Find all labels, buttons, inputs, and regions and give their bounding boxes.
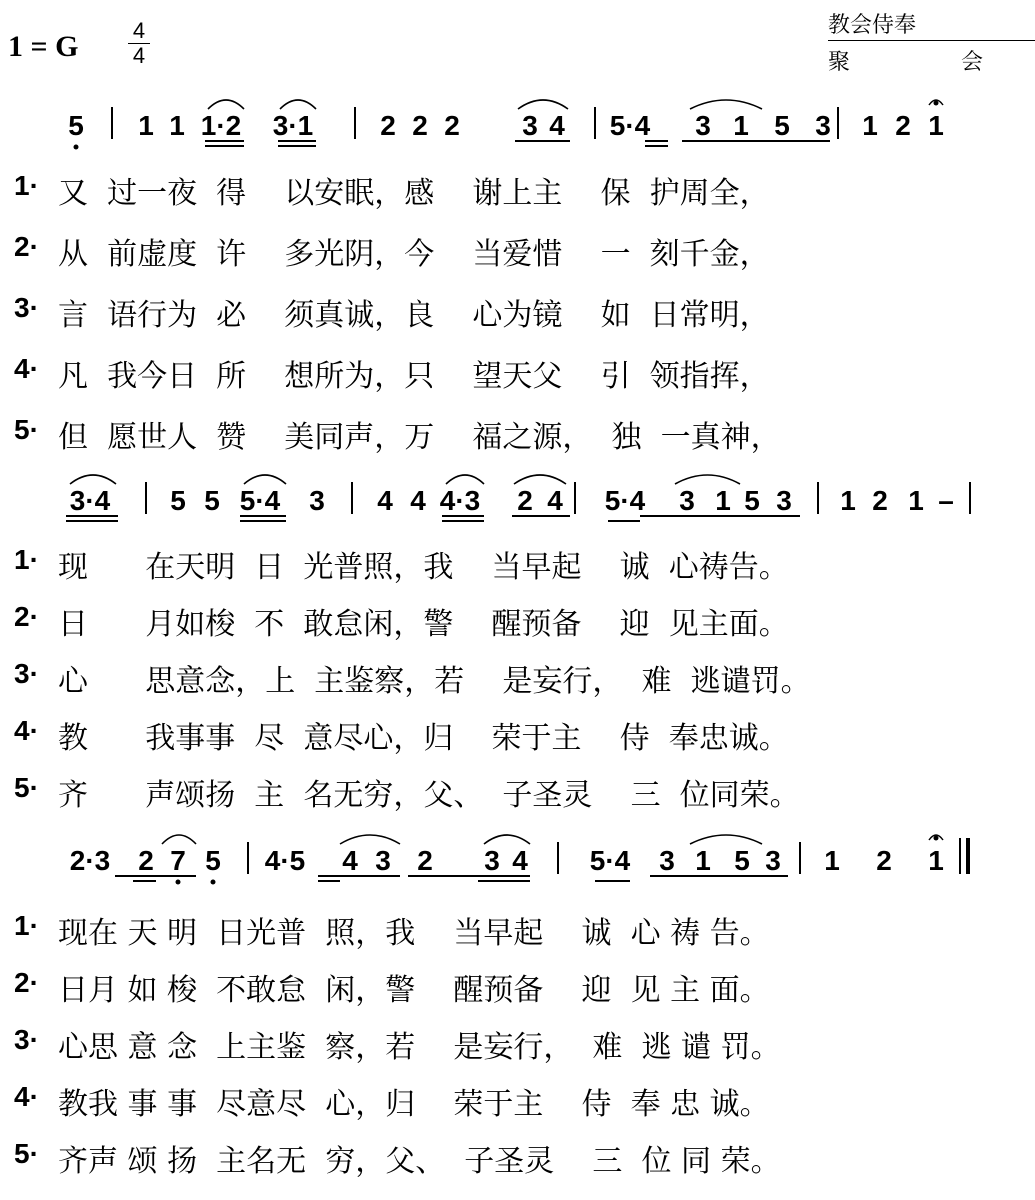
verse-lyric: 心思 意 念 上主鉴 察，若 是妄行， 难 逃 谴 罚。 [58, 1030, 781, 1065]
note: 7 [170, 845, 186, 876]
note: 1 [928, 110, 944, 141]
verse-lyric: 教 我事事 尽 意尽心，归 荣于主 侍 奉忠诚。 [58, 721, 789, 756]
verse-number: 3· [14, 658, 39, 689]
note: 3 [679, 485, 695, 516]
verse-number: 3· [14, 1024, 39, 1055]
note: 1 [169, 110, 185, 141]
note: 2 [138, 845, 154, 876]
verse-number: 1· [14, 910, 39, 941]
note: 2 [412, 110, 428, 141]
note: 3 [765, 845, 781, 876]
verse-lyric: 齐 声颂扬 主 名无穷，父、 子圣灵 三 位同荣。 [58, 778, 800, 813]
note: 3 [659, 845, 675, 876]
slur [446, 475, 484, 484]
verse-number: 1· [14, 170, 39, 201]
note: 3 [815, 110, 831, 141]
note: 2 [417, 845, 433, 876]
verse-number: 4· [14, 1081, 39, 1112]
note: 3·4 [69, 485, 111, 516]
note: 3 [484, 845, 500, 876]
slur [675, 475, 740, 484]
note: – [938, 485, 954, 516]
octave-dot [176, 880, 181, 885]
verse-number: 5· [14, 414, 39, 445]
slur [70, 475, 116, 484]
slur [690, 835, 762, 844]
slur [280, 100, 316, 109]
verse-number: 4· [14, 715, 39, 746]
note: 5·4 [589, 845, 631, 876]
verse-number: 5· [14, 1138, 39, 1169]
note: 5 [734, 845, 750, 876]
note: 2 [380, 110, 396, 141]
slur [208, 100, 244, 109]
verse-lyric: 凡 我今日 所 想所为，只 望天父 引 领指挥， [58, 359, 770, 394]
note: 1 [840, 485, 856, 516]
staff-line-1 [68, 100, 944, 150]
note: 3·1 [272, 110, 314, 141]
time-bottom: 4 [132, 43, 146, 68]
verse-lyric: 教我 事 事 尽意尽 心，归 荣于主 侍 奉 忠 诚。 [58, 1087, 770, 1122]
slur [244, 475, 286, 484]
verse-lyric: 又 过一夜 得 以安眠，感 谢上主 保 护周全， [58, 176, 770, 211]
note: 1 [824, 845, 840, 876]
note: 4 [410, 485, 426, 516]
note: 5·4 [239, 485, 281, 516]
slur [518, 100, 568, 109]
verse-lyric: 现在 天 明 日光普 照，我 当早起 诚 心 祷 告。 [58, 916, 770, 951]
verse-lyric: 日月 如 梭 不敢怠 闲，警 醒预备 迎 见 主 面。 [58, 973, 770, 1008]
note: 5 [68, 110, 84, 141]
verse-number: 2· [14, 967, 39, 998]
note: 1 [715, 485, 731, 516]
time-top: 4 [132, 18, 146, 43]
note: 2 [895, 110, 911, 141]
slur [690, 100, 762, 109]
verse-number: 1· [14, 544, 39, 575]
note: 4 [549, 110, 565, 141]
note: 2 [517, 485, 533, 516]
note: 1 [733, 110, 749, 141]
note: 5 [205, 845, 221, 876]
octave-dot [934, 101, 939, 106]
octave-dot [934, 836, 939, 841]
verse-lyric: 现 在天明 日 光普照，我 当早起 诚 心祷告。 [58, 550, 789, 585]
verse-number: 2· [14, 601, 39, 632]
verse-number: 5· [14, 772, 39, 803]
slur [340, 835, 400, 844]
category-line-1: 教会侍奉 [828, 8, 1035, 41]
slur [484, 835, 530, 844]
verse-lyric: 言 语行为 必 须真诚，良 心为镜 如 日常明， [58, 298, 770, 333]
note: 4 [512, 845, 528, 876]
verse-number: 4· [14, 353, 39, 384]
note: 2 [444, 110, 460, 141]
note: 5 [170, 485, 186, 516]
verse-number: 3· [14, 292, 39, 323]
note: 4 [342, 845, 358, 876]
slur [162, 835, 196, 844]
verse-lyric: 心 思意念，上 主鉴察，若 是妄行， 难 逃谴罚。 [58, 664, 811, 699]
octave-dot [211, 880, 216, 885]
verse-number: 2· [14, 231, 39, 262]
note: 4 [377, 485, 393, 516]
note: 3 [309, 485, 325, 516]
verse-lyric: 从 前虚度 许 多光阴，今 当爱惜 一 刻千金， [58, 237, 770, 272]
note: 1 [908, 485, 924, 516]
note: 4·3 [439, 485, 481, 516]
note: 2·3 [69, 845, 111, 876]
octave-dot [74, 145, 79, 150]
note: 2 [876, 845, 892, 876]
staff-line-2 [66, 475, 970, 521]
note: 5·4 [609, 110, 651, 141]
note: 5·4 [604, 485, 646, 516]
slur [514, 475, 566, 484]
note: 3 [695, 110, 711, 141]
note: 2 [872, 485, 888, 516]
verse-lyric: 日 月如梭 不 敢怠闲，警 醒预备 迎 见主面。 [58, 607, 789, 642]
note: 3 [776, 485, 792, 516]
note: 3 [375, 845, 391, 876]
note: 4 [547, 485, 563, 516]
key-signature: 1 = G [8, 30, 79, 63]
category-line-2: 聚 会 [828, 50, 1035, 75]
note: 5 [744, 485, 760, 516]
note: 1 [138, 110, 154, 141]
note: 1 [862, 110, 878, 141]
note: 1 [928, 845, 944, 876]
note: 1·2 [200, 110, 242, 141]
note: 3 [522, 110, 538, 141]
note: 1 [695, 845, 711, 876]
staff-line-3 [70, 835, 968, 885]
note: 5 [774, 110, 790, 141]
verse-lyric: 但 愿世人 赞 美同声，万 福之源， 独 一真神， [58, 420, 781, 455]
note: 4·5 [264, 845, 306, 876]
verse-lyric: 齐声 颂 扬 主名无 穷，父、 子圣灵 三 位 同 荣。 [58, 1144, 781, 1179]
note: 5 [204, 485, 220, 516]
